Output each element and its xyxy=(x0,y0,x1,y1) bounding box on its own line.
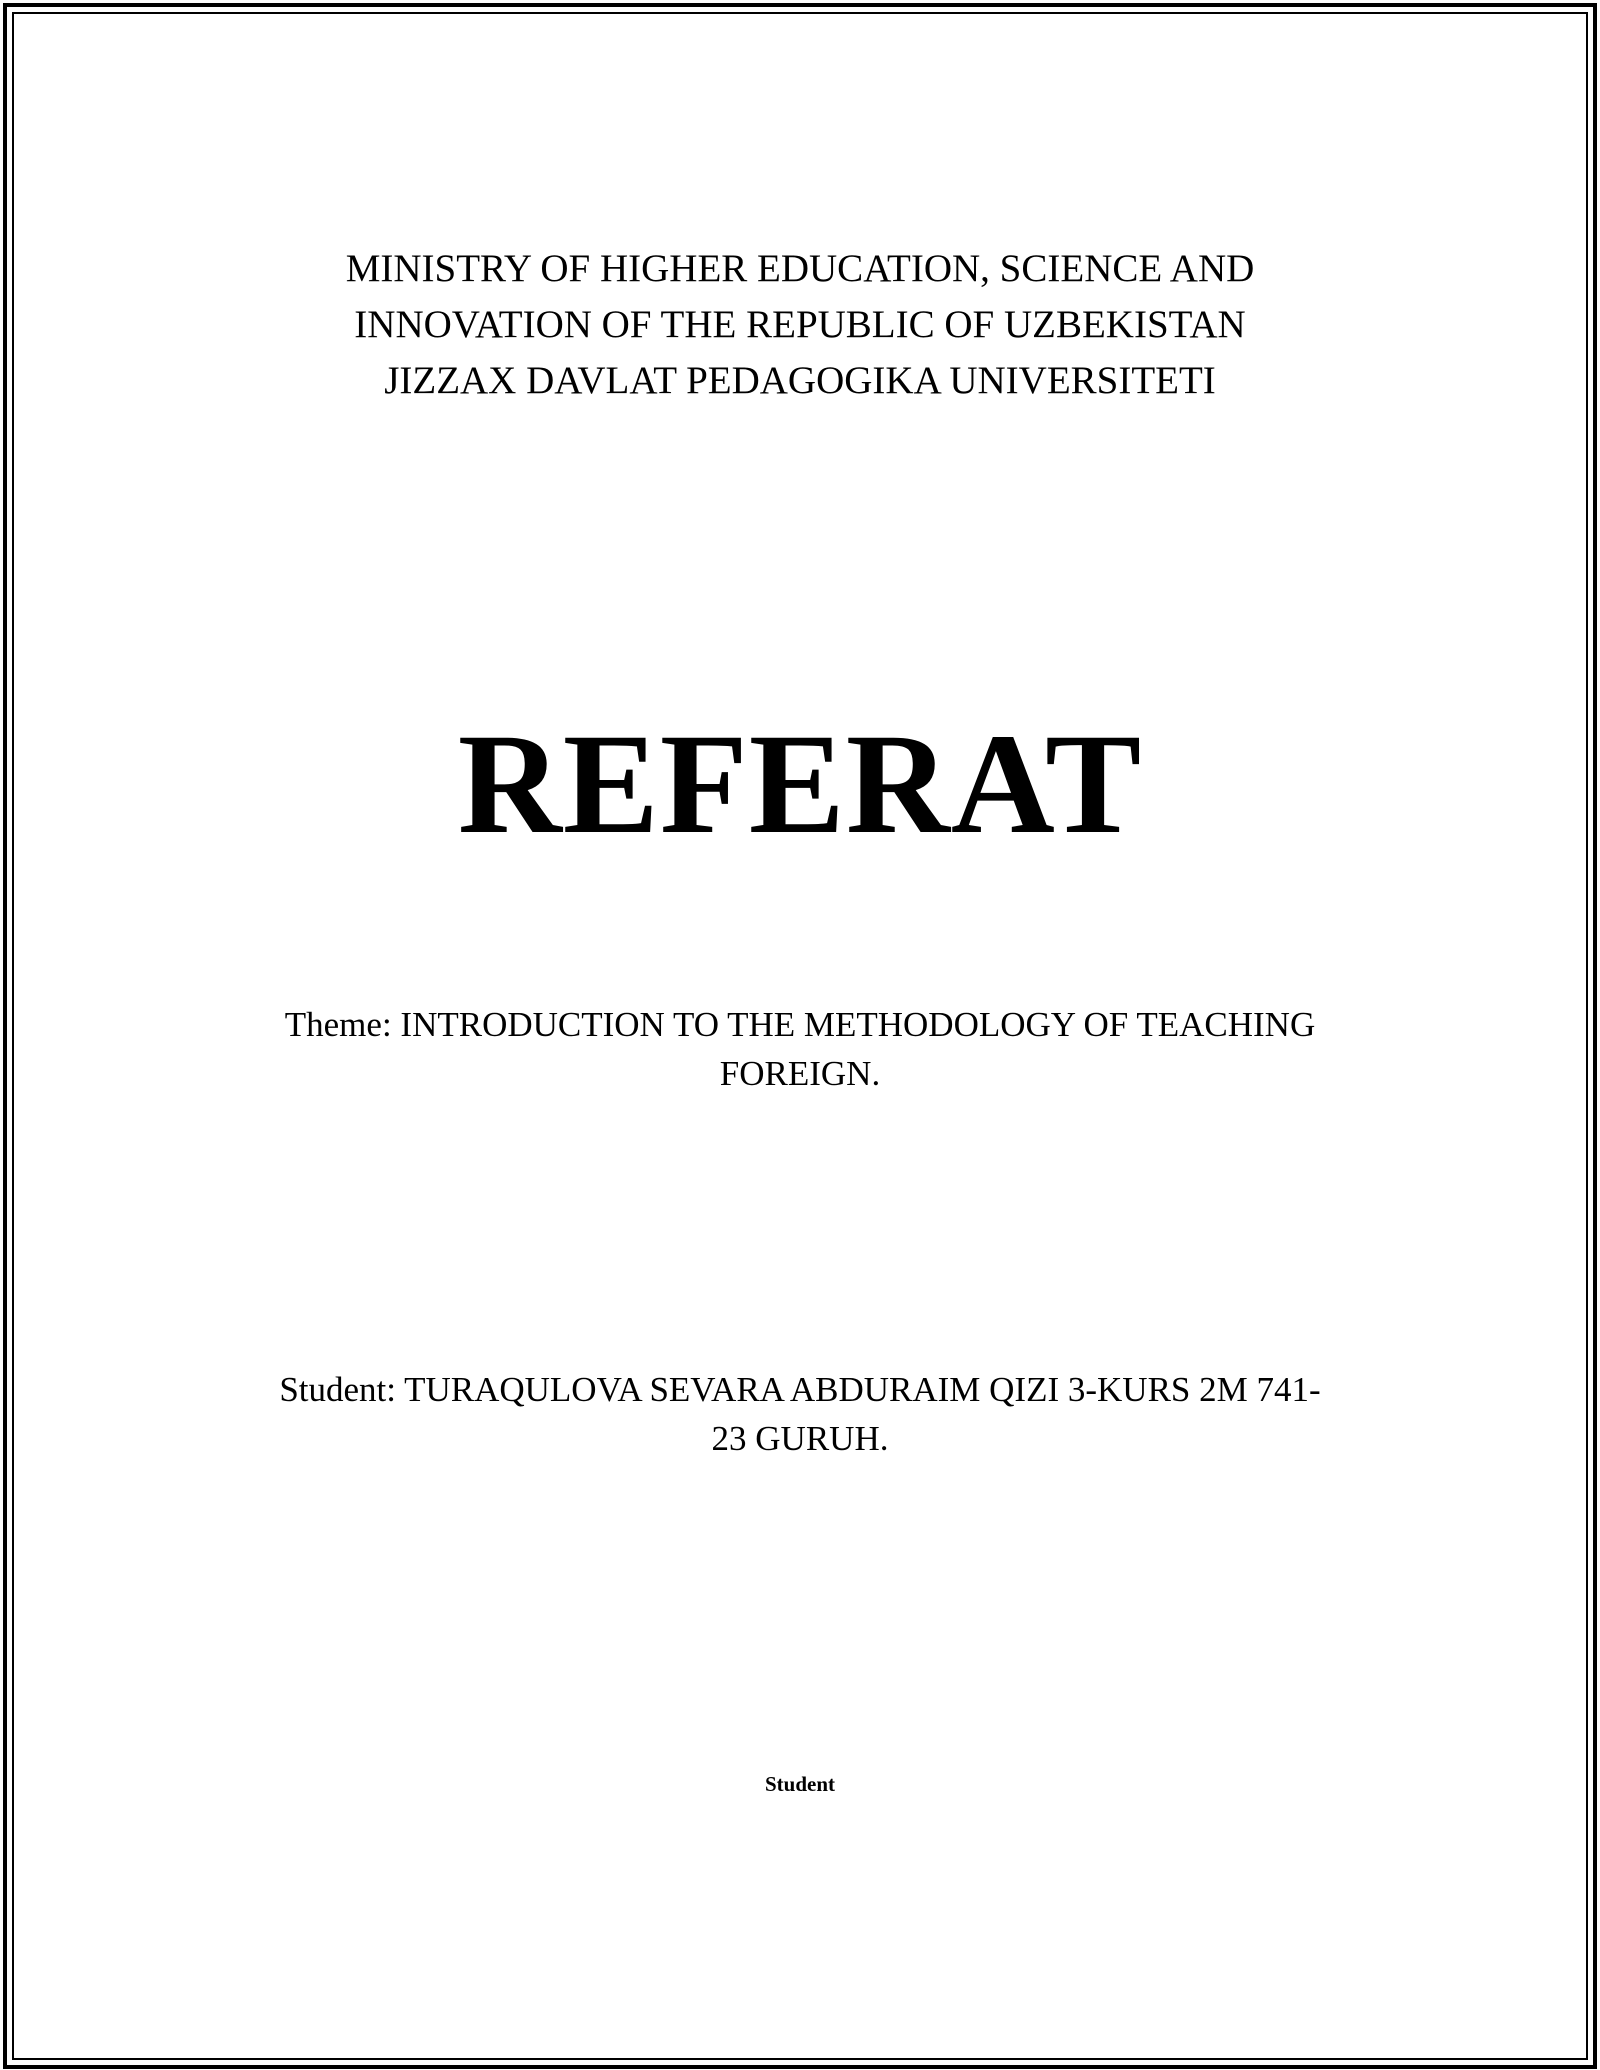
student-info xyxy=(220,1365,1380,1463)
student-line-2: 23 GURUH. xyxy=(711,1419,889,1458)
ministry-line-2: INNOVATION OF THE REPUBLIC OF UZBEKISTAN xyxy=(354,303,1246,346)
student-label: Student xyxy=(764,1772,836,1796)
document-title: REFERAT xyxy=(457,705,1143,864)
theme-block xyxy=(220,1000,1380,1098)
university-name: JIZZAX DAVLAT PEDAGOGIKA UNIVERSITETI xyxy=(384,359,1216,402)
theme-line-1: Theme: INTRODUCTION TO THE METHODOLOGY OF TEACHING xyxy=(284,1005,1316,1044)
institution-header xyxy=(0,241,1600,409)
student-line-1: Student: TURAQULOVA SEVARA ABDURAIM QIZI 3-KURS 2M 741- xyxy=(279,1370,1321,1409)
theme-line-2: FOREIGN. xyxy=(719,1054,881,1093)
ministry-line-1: MINISTRY OF HIGHER EDUCATION, SCIENCE AND xyxy=(345,247,1255,290)
